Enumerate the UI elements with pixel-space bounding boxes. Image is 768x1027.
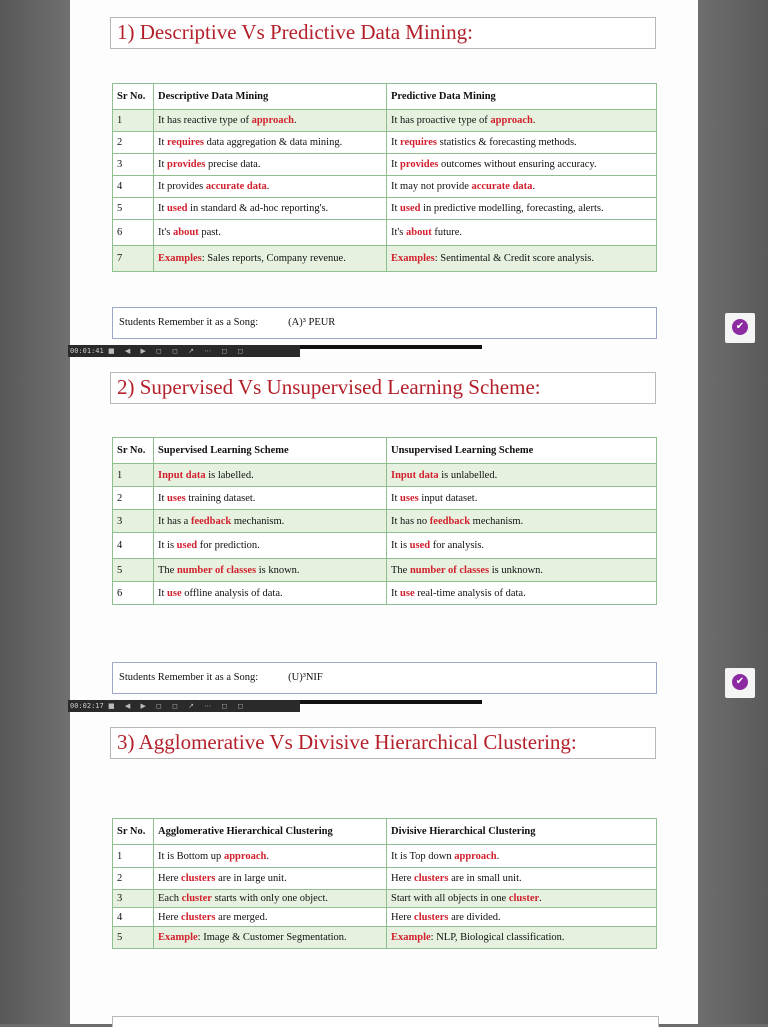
cell-text: training dataset. [185, 492, 256, 504]
cell-text: is unlabelled. [438, 469, 498, 481]
serial-number-cell: 1 [113, 464, 154, 487]
table-row [113, 176, 657, 198]
checkmark-icon: ✔ [732, 319, 748, 335]
keyword-text: number of classes [409, 564, 490, 576]
left-column-cell [154, 110, 387, 132]
cell-text: It is Bottom up [158, 850, 224, 862]
left-column-cell [154, 510, 387, 533]
video-toolbar[interactable] [68, 345, 300, 357]
keyword-text: about [406, 227, 432, 238]
right-column-cell [387, 464, 657, 487]
cell-text: data aggregation & data mining. [204, 137, 343, 148]
serial-number-cell: 3 [113, 890, 154, 908]
cell-text: . [496, 850, 500, 862]
table-row [113, 927, 657, 949]
left-column-cell [154, 464, 387, 487]
cell-text: in predictive modelling, forecasting, alerts. [420, 203, 604, 214]
left-column-cell [154, 582, 387, 605]
keyword-text: Examples [158, 253, 202, 264]
table-row [113, 510, 657, 533]
column-header: Descriptive Data Mining [154, 84, 387, 110]
cell-text: It has proactive type of [391, 115, 491, 126]
serial-number-cell: 5 [113, 927, 154, 949]
cell-text: : Sentimental & Credit score analysis. [434, 253, 594, 264]
channel-badge[interactable] [725, 313, 755, 343]
column-header: Agglomerative Hierarchical Clustering [154, 819, 387, 845]
cell-text: future. [431, 227, 463, 238]
cell-text: in standard & ad-hoc reporting's. [187, 203, 329, 214]
keyword-text: clusters [181, 873, 216, 884]
right-column-cell [387, 176, 657, 198]
left-column-cell [154, 868, 387, 890]
column-header: Sr No. [113, 438, 154, 464]
cell-text: for prediction. [197, 540, 260, 551]
progress-bar[interactable] [300, 345, 482, 349]
mnemonic-label: Students Remember it as a Song: [119, 317, 259, 328]
left-column-cell [154, 908, 387, 927]
right-column-cell [387, 533, 657, 559]
cell-text: It [391, 203, 401, 214]
serial-number-cell: 6 [113, 582, 154, 605]
cell-text: offline analysis of data. [181, 587, 283, 599]
keyword-text: use [167, 587, 182, 599]
checkmark-icon: ✔ [732, 674, 748, 690]
keyword-text: used [176, 540, 198, 551]
keyword-text: about [173, 227, 199, 238]
table-row [113, 220, 657, 246]
mnemonic-formula: (U)³NIF [288, 672, 323, 683]
cell-text: It's [391, 227, 407, 238]
cell-text: It [391, 587, 401, 599]
cell-text: . [266, 850, 269, 862]
left-column-cell [154, 246, 387, 272]
cell-text: Here [158, 911, 182, 923]
right-column-cell [387, 559, 657, 582]
keyword-text: approach [454, 850, 497, 862]
cell-text: for analysis. [430, 540, 485, 551]
keyword-text: cluster [508, 893, 540, 904]
right-column-cell [387, 220, 657, 246]
keyword-text: clusters [414, 911, 449, 923]
table-row [113, 132, 657, 154]
cell-text: starts with only one object. [211, 893, 329, 904]
keyword-text: clusters [181, 911, 216, 923]
section-1-mnemonic [112, 307, 657, 339]
background-left [0, 0, 70, 1024]
section-2-mnemonic [112, 662, 657, 694]
table-row [113, 246, 657, 272]
table-row [113, 559, 657, 582]
cell-text: is unknown. [489, 564, 544, 576]
left-column-cell [154, 154, 387, 176]
cell-text: mechanism. [470, 515, 524, 527]
cell-text: It has reactive type of [158, 115, 252, 126]
channel-badge[interactable] [725, 668, 755, 698]
table-row [113, 868, 657, 890]
table-row [113, 845, 657, 868]
keyword-text: Example [158, 932, 198, 943]
column-header: Sr No. [113, 819, 154, 845]
serial-number-cell: 2 [113, 487, 154, 510]
cell-text: Each [158, 893, 182, 904]
cell-text: : Sales reports, Company revenue. [201, 253, 346, 264]
cell-text: It's [158, 227, 174, 238]
right-column-cell [387, 198, 657, 220]
keyword-text: accurate data [205, 181, 267, 192]
right-column-cell [387, 154, 657, 176]
table-row [113, 464, 657, 487]
serial-number-cell: 4 [113, 533, 154, 559]
column-header: Supervised Learning Scheme [154, 438, 387, 464]
cell-text: Start with all objects in one [391, 893, 509, 904]
cell-text: past. [198, 227, 221, 238]
serial-number-cell: 4 [113, 908, 154, 927]
keyword-text: requires [400, 137, 437, 148]
cell-text: It [158, 137, 168, 148]
serial-number-cell: 3 [113, 510, 154, 533]
cell-text: . [532, 115, 536, 126]
right-column-cell [387, 890, 657, 908]
mnemonic-label: Students Remember it as a Song: [119, 672, 259, 683]
keyword-text: Input data [391, 469, 439, 481]
cell-text: real-time analysis of data. [414, 587, 526, 599]
background-right [698, 0, 768, 1024]
keyword-text: number of classes [176, 564, 257, 576]
column-header: Unsupervised Learning Scheme [387, 438, 657, 464]
table-row [113, 154, 657, 176]
column-header: Sr No. [113, 84, 154, 110]
section-3-heading: 3) Agglomerative Vs Divisive Hierarchical Clustering: [110, 727, 656, 759]
cell-text: are divided. [448, 911, 501, 923]
left-column-cell [154, 890, 387, 908]
right-column-cell [387, 132, 657, 154]
table-row [113, 533, 657, 559]
cell-text: are in large unit. [215, 873, 287, 884]
video-timestamp: 00:01:41 [70, 347, 104, 355]
keyword-text: clusters [414, 873, 449, 884]
cell-text: is labelled. [205, 469, 254, 481]
cell-text: . [539, 893, 542, 904]
left-column-cell [154, 927, 387, 949]
cell-text: It has no [391, 515, 430, 527]
serial-number-cell: 5 [113, 198, 154, 220]
cell-text: is known. [256, 564, 300, 576]
table-row [113, 908, 657, 927]
cell-text: : NLP, Biological classification. [430, 932, 565, 943]
right-column-cell [387, 487, 657, 510]
keyword-text: use [400, 587, 415, 599]
cell-text: It [158, 203, 168, 214]
serial-number-cell: 4 [113, 176, 154, 198]
keyword-text: feedback [429, 515, 471, 527]
progress-bar[interactable] [300, 700, 482, 704]
table-row [113, 582, 657, 605]
cell-text: mechanism. [231, 515, 285, 527]
keyword-text: provides [167, 159, 206, 170]
cell-text: . [266, 181, 270, 192]
right-column-cell [387, 845, 657, 868]
video-toolbar[interactable] [68, 700, 300, 712]
cell-text: The [391, 564, 410, 576]
serial-number-cell: 2 [113, 868, 154, 890]
cell-text: Here [391, 911, 415, 923]
section-1-heading: 1) Descriptive Vs Predictive Data Mining: [110, 17, 656, 49]
cell-text: outcomes without ensuring accuracy. [438, 159, 597, 170]
cell-text: are in small unit. [448, 873, 522, 884]
cell-text: It [391, 159, 401, 170]
right-column-cell [387, 582, 657, 605]
cell-text: It is [391, 540, 410, 551]
keyword-text: cluster [181, 893, 212, 904]
cell-text: It is Top down [391, 850, 455, 862]
keyword-text: used [167, 203, 188, 214]
keyword-text: accurate data [471, 181, 533, 192]
left-column-cell [154, 176, 387, 198]
keyword-text: uses [400, 492, 419, 504]
cell-text: It [158, 492, 168, 504]
section-2-heading: 2) Supervised Vs Unsupervised Learning Scheme: [110, 372, 656, 404]
cell-text: It has a [158, 515, 191, 527]
left-column-cell [154, 198, 387, 220]
serial-number-cell: 7 [113, 246, 154, 272]
keyword-text: approach [223, 850, 267, 862]
right-column-cell [387, 510, 657, 533]
keyword-text: used [400, 203, 421, 214]
keyword-text: Input data [158, 469, 206, 481]
cell-text: Here [158, 873, 182, 884]
serial-number-cell: 3 [113, 154, 154, 176]
cell-text: input dataset. [418, 492, 478, 504]
serial-number-cell: 1 [113, 110, 154, 132]
cell-text: precise data. [205, 159, 261, 170]
column-header: Divisive Hierarchical Clustering [387, 819, 657, 845]
keyword-text: approach [251, 115, 294, 126]
cell-text: It [391, 137, 401, 148]
serial-number-cell: 2 [113, 132, 154, 154]
mnemonic-formula: (A)³ PEUR [288, 317, 336, 328]
cell-text: It [158, 159, 168, 170]
keyword-text: Example [391, 932, 431, 943]
playback-controls-icon[interactable]: ■ ◀ ▶ ◻ ◻ ↗ ⋯ ◻ ◻ [108, 347, 248, 355]
keyword-text: Examples [391, 253, 435, 264]
section-3-table [112, 818, 657, 949]
video-timestamp: 00:02:17 [70, 702, 104, 710]
keyword-text: feedback [190, 515, 232, 527]
cell-text: It may not provide [391, 181, 472, 192]
cell-text: It provides [158, 181, 206, 192]
table-row [113, 110, 657, 132]
cell-text: It [391, 492, 401, 504]
cell-text: It [158, 587, 168, 599]
cell-text: The [158, 564, 177, 576]
keyword-text: approach [490, 115, 533, 126]
right-column-cell [387, 868, 657, 890]
right-column-cell [387, 908, 657, 927]
cell-text: . [532, 181, 536, 192]
left-column-cell [154, 559, 387, 582]
next-section-heading [112, 1016, 659, 1027]
cell-text: It is [158, 540, 177, 551]
keyword-text: uses [167, 492, 186, 504]
serial-number-cell: 6 [113, 220, 154, 246]
right-column-cell [387, 110, 657, 132]
document-page [70, 0, 698, 1024]
right-column-cell [387, 927, 657, 949]
left-column-cell [154, 132, 387, 154]
cell-text: statistics & forecasting methods. [437, 137, 577, 148]
keyword-text: requires [167, 137, 204, 148]
playback-controls-icon[interactable]: ■ ◀ ▶ ◻ ◻ ↗ ⋯ ◻ ◻ [108, 702, 248, 710]
section-1-table [112, 83, 657, 272]
cell-text: : Image & Customer Segmentation. [197, 932, 347, 943]
right-column-cell [387, 246, 657, 272]
keyword-text: used [409, 540, 431, 551]
section-2-table [112, 437, 657, 605]
left-column-cell [154, 533, 387, 559]
serial-number-cell: 5 [113, 559, 154, 582]
cell-text: . [294, 115, 297, 126]
serial-number-cell: 1 [113, 845, 154, 868]
table-row [113, 487, 657, 510]
left-column-cell [154, 220, 387, 246]
cell-text: are merged. [215, 911, 268, 923]
left-column-cell [154, 487, 387, 510]
table-row [113, 890, 657, 908]
left-column-cell [154, 845, 387, 868]
keyword-text: provides [400, 159, 439, 170]
cell-text: Here [391, 873, 415, 884]
table-row [113, 198, 657, 220]
column-header: Predictive Data Mining [387, 84, 657, 110]
